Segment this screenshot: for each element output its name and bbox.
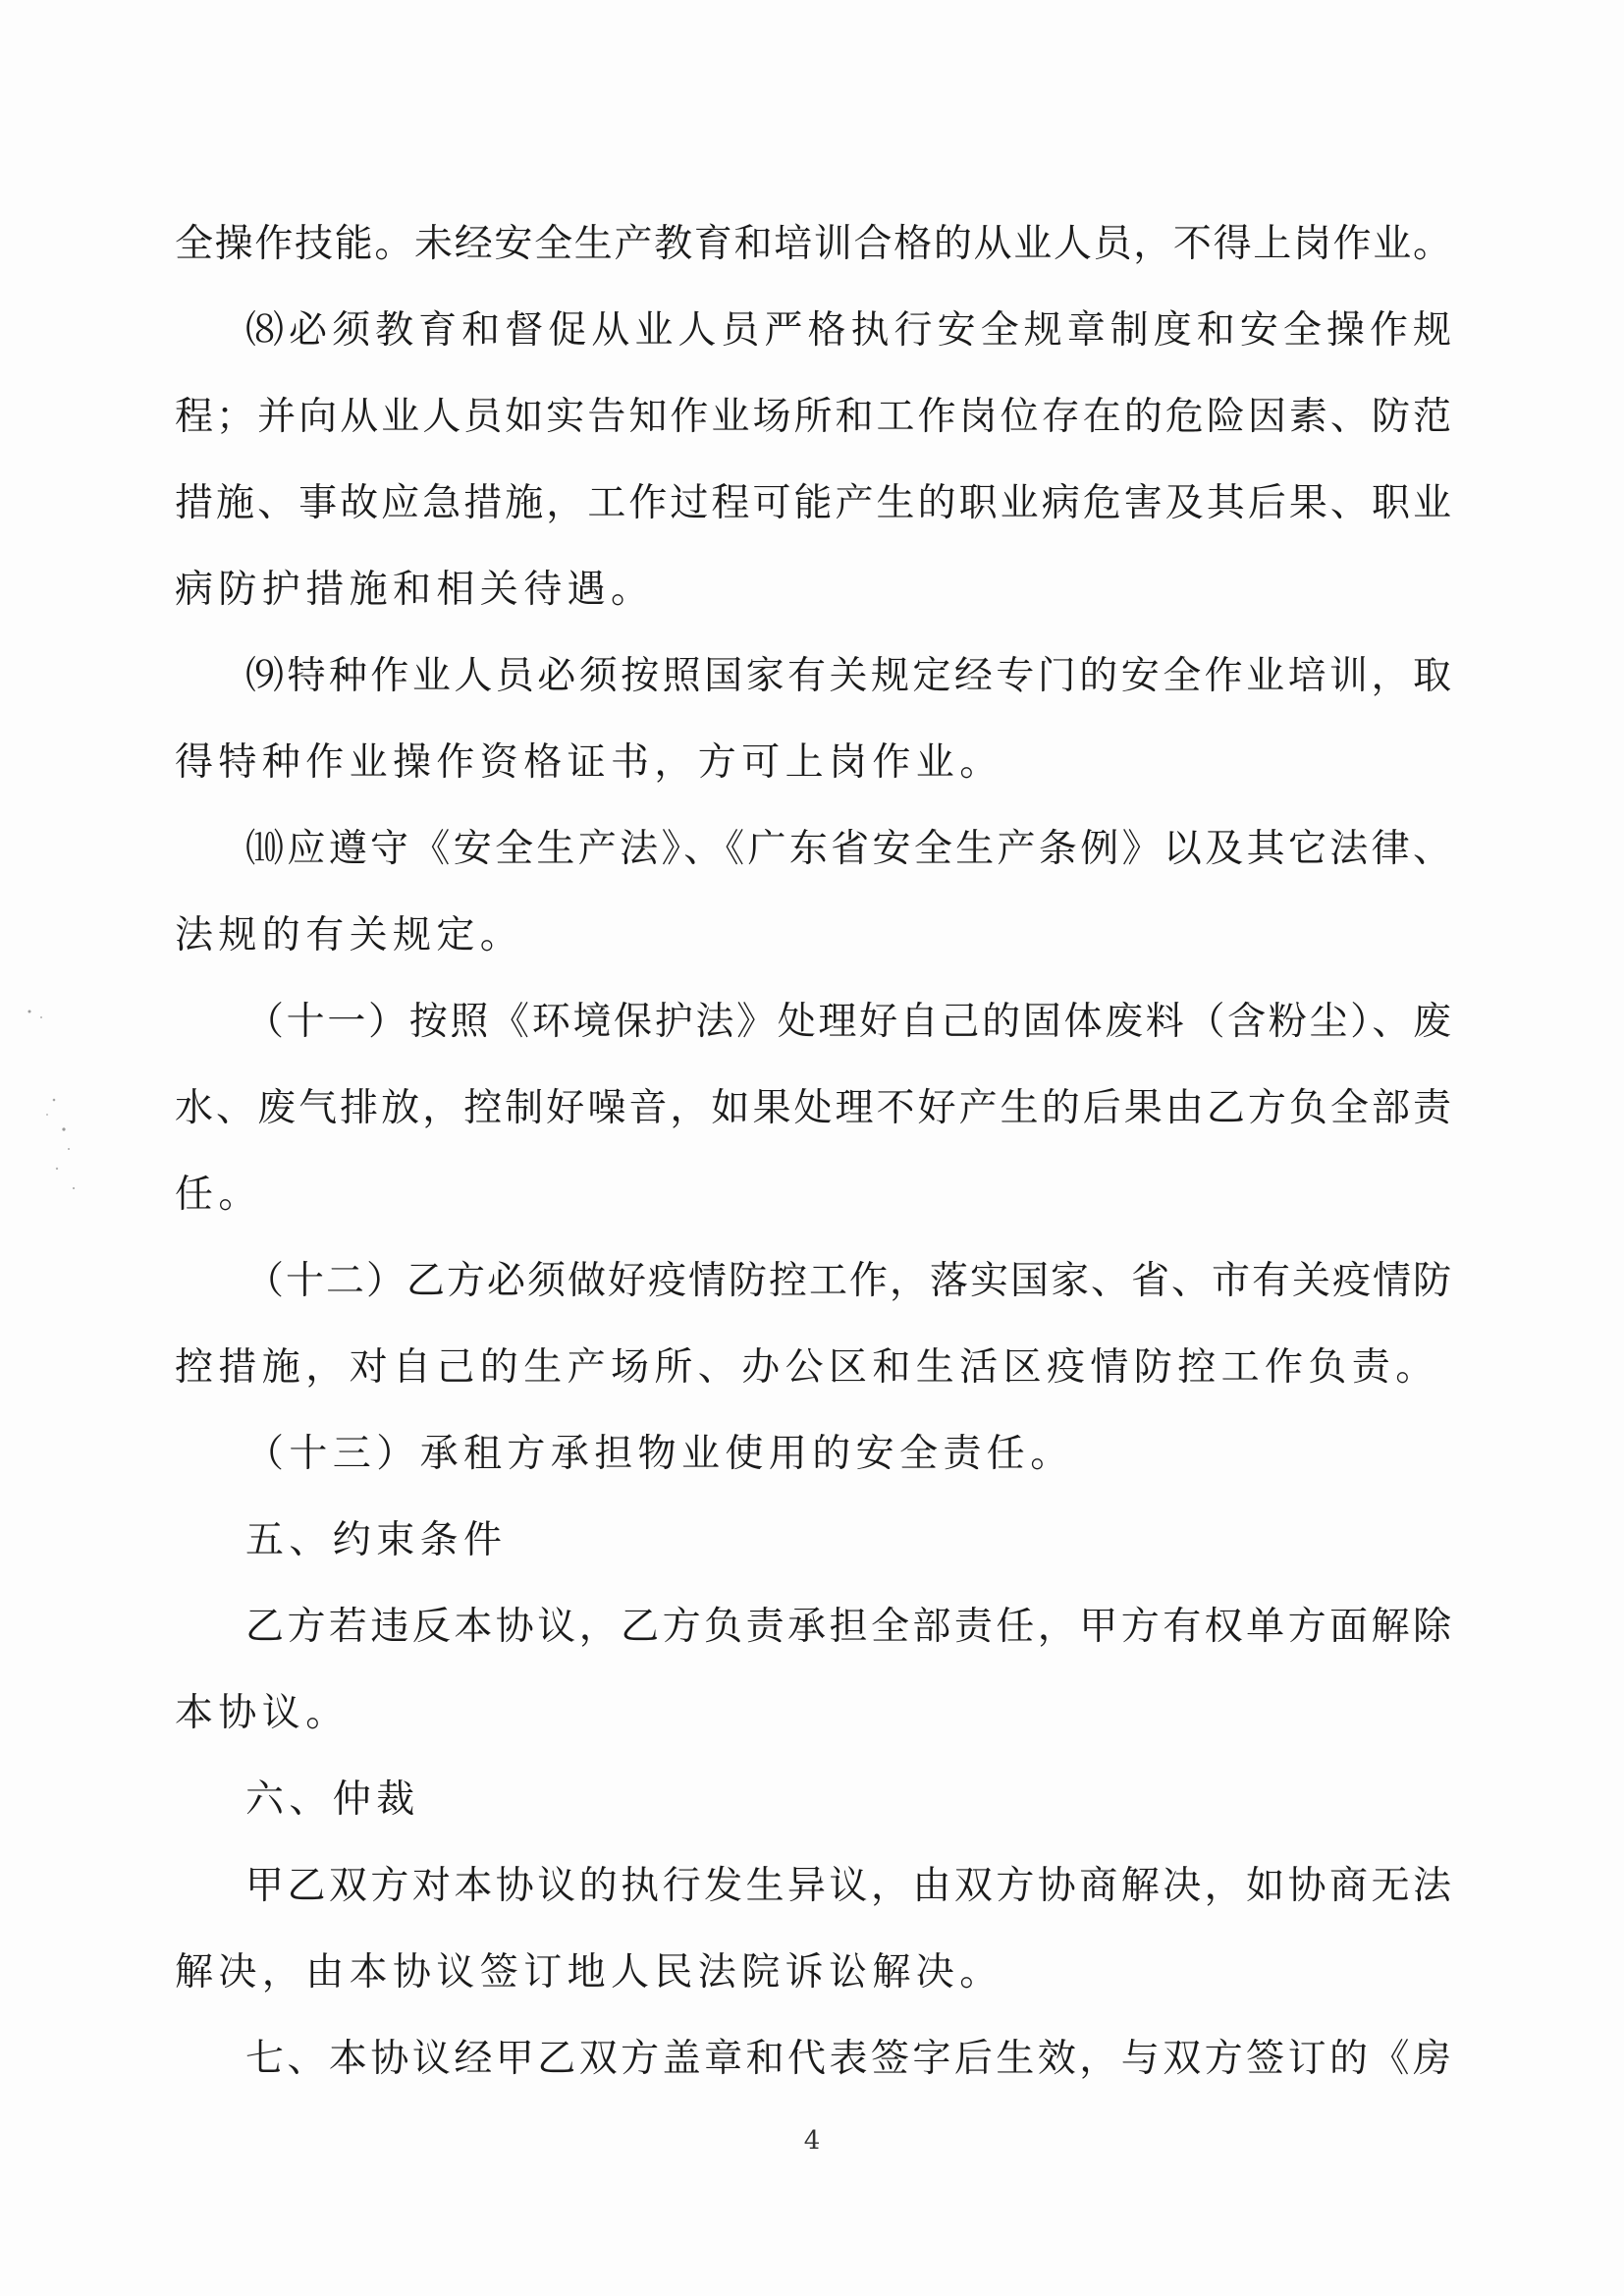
text-line: （十一）按照《环境保护法》处理好自己的固体废料（含粉尘）、废 (245, 1000, 1451, 1044)
text-line: 全操作技能。未经安全生产教育和培训合格的从业人员，不得上岗作业。 (175, 222, 1451, 266)
text-line: ⑽应遵守《安全生产法》、《广东省安全生产条例》以及其它法律、 (245, 827, 1451, 871)
text-line: 本协议。 (175, 1691, 350, 1735)
scan-noise-decoration (20, 982, 88, 1218)
text-line: 措施、事故应急措施，工作过程可能产生的职业病危害及其后果、职业 (175, 481, 1451, 525)
page-number: 4 (803, 2126, 821, 2156)
text-line: 甲乙双方对本协议的执行发生异议，由双方协商解决，如协商无法 (245, 1864, 1451, 1908)
document-body (175, 201, 1451, 2103)
text-line: 得特种作业操作资格证书，方可上岗作业。 (175, 740, 1003, 785)
text-line: 控措施，对自己的生产场所、办公区和生活区疫情防控工作负责。 (175, 1345, 1439, 1390)
text-line: 法规的有关规定。 (175, 913, 524, 957)
section-heading: 六、仲裁 (245, 1777, 420, 1822)
text-line: （十二）乙方必须做好疫情防控工作，落实国家、省、市有关疫情防 (245, 1259, 1451, 1303)
section-heading: 五、约束条件 (245, 1518, 508, 1562)
text-line: ⑻必须教育和督促从业人员严格执行安全规章制度和安全操作规 (245, 308, 1451, 353)
text-line: 任。 (175, 1173, 262, 1217)
text-line: 乙方若违反本协议，乙方负责承担全部责任，甲方有权单方面解除 (245, 1605, 1451, 1649)
text-line: 病防护措施和相关待遇。 (175, 568, 655, 612)
text-line: 七、本协议经甲乙双方盖章和代表签字后生效，与双方签订的《房 (245, 2037, 1451, 2081)
text-line: ⑼特种作业人员必须按照国家有关规定经专门的安全作业培训，取 (245, 654, 1451, 698)
text-line: 解决，由本协议签订地人民法院诉讼解决。 (175, 1950, 1003, 1995)
text-line: 程；并向从业人员如实告知作业场所和工作岗位存在的危险因素、防范 (175, 395, 1451, 439)
text-line: （十三）承租方承担物业使用的安全责任。 (245, 1432, 1074, 1476)
text-line: 水、废气排放，控制好噪音，如果处理不好产生的后果由乙方负全部责 (175, 1086, 1451, 1130)
